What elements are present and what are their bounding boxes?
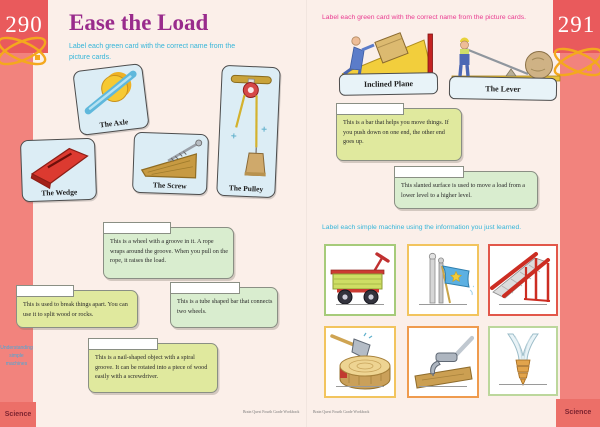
- answer-card-axle: [170, 287, 278, 328]
- label-item-slide: [488, 244, 558, 316]
- flag-icon: [412, 250, 474, 306]
- sidebar-topic-label: Understanding simple machines: [0, 345, 33, 367]
- answer-card-text: This is a tube shaped bar that connects two wheels.: [177, 298, 273, 315]
- page-title: Ease the Load: [69, 10, 209, 35]
- left-page-number: 290: [0, 0, 48, 53]
- picture-card-lever: [449, 76, 557, 101]
- label-item-hammer: [407, 326, 479, 398]
- answer-card-text: This is a nail-shaped object with a spiral groove. It can be rotated into a piece of wood easily with a screwdriver.: [95, 354, 208, 381]
- atom-icon: [0, 27, 51, 75]
- footer-imprint: Brain Quest Fourth Grade Workbook: [243, 410, 300, 414]
- picture-card-label: The Lever: [485, 83, 521, 94]
- answer-card-wedge: [16, 290, 138, 328]
- answer-line[interactable]: [336, 304, 385, 305]
- axe-log-icon: [327, 332, 393, 392]
- answer-line[interactable]: [336, 386, 385, 387]
- picture-card-label: Inclined Plane: [363, 79, 414, 89]
- label-item-wagon: [324, 244, 396, 316]
- picture-card-label: The Pulley: [228, 183, 264, 194]
- slide-icon: [490, 250, 556, 306]
- page-gutter: [306, 0, 307, 427]
- answer-card-text: This is a bar that helps you move things. If you push down on one end, the other end goes up.: [343, 119, 449, 146]
- picture-card-pulley: [216, 65, 281, 198]
- wheel-axle-icon: [77, 67, 144, 118]
- answer-blank[interactable]: [16, 285, 74, 297]
- left-section-label: Science: [0, 402, 36, 427]
- answer-card-pulley: [103, 227, 234, 279]
- screw-icon: [137, 136, 204, 182]
- right-page-number: 291: [553, 0, 600, 53]
- label-item-screw: [488, 326, 558, 396]
- picture-card-label: The Screw: [152, 180, 187, 191]
- picture-card-axle: [72, 63, 149, 136]
- right-section-label: Science: [556, 399, 600, 427]
- label-item-flag: [407, 244, 479, 316]
- answer-blank[interactable]: [336, 103, 404, 115]
- right-instruction-top: Label each green card with the correct name from the picture cards.: [322, 14, 527, 21]
- answer-card-screw: [88, 343, 218, 393]
- answer-line[interactable]: [419, 386, 468, 387]
- answer-blank[interactable]: [103, 222, 171, 234]
- answer-card-text: This is a wheel with a groove in it. A rope wraps around the groove. When you pull on the rope, it raises the load.: [110, 238, 228, 265]
- answer-blank[interactable]: [170, 282, 240, 294]
- answer-line[interactable]: [499, 384, 547, 385]
- answer-blank[interactable]: [394, 166, 464, 178]
- answer-card-text: This slanted surface is used to move a load from a lower level to a higher level.: [401, 182, 526, 199]
- hammer-nail-icon: [410, 332, 476, 392]
- picture-card-screw: [132, 132, 209, 196]
- picture-card-wedge: [20, 138, 97, 203]
- answer-line[interactable]: [499, 304, 547, 305]
- label-item-axe: [324, 326, 396, 398]
- answer-card-inclined-plane: [394, 171, 538, 209]
- answer-line[interactable]: [419, 304, 468, 305]
- wedge-icon: [25, 142, 93, 190]
- right-instruction-bottom: Label each simple machine using the information you just learned.: [322, 224, 522, 231]
- picture-card-inclined-plane: [339, 72, 438, 96]
- wagon-icon: [330, 250, 390, 306]
- footer-imprint: Brain Quest Fourth Grade Workbook: [313, 410, 370, 414]
- inclined-plane-icon: [336, 26, 441, 78]
- picture-card-label: The Wedge: [41, 187, 78, 198]
- screw-tip-icon: [503, 332, 543, 388]
- pulley-icon: [221, 69, 276, 183]
- answer-card-lever: [336, 108, 462, 161]
- answer-blank[interactable]: [88, 338, 158, 350]
- picture-card-label: The Axle: [99, 117, 129, 130]
- answer-card-text: This is used to break things apart. You can use it to split wood or rocks.: [23, 301, 128, 318]
- left-instruction: Label each green card with the correct name from the picture cards.: [69, 43, 236, 61]
